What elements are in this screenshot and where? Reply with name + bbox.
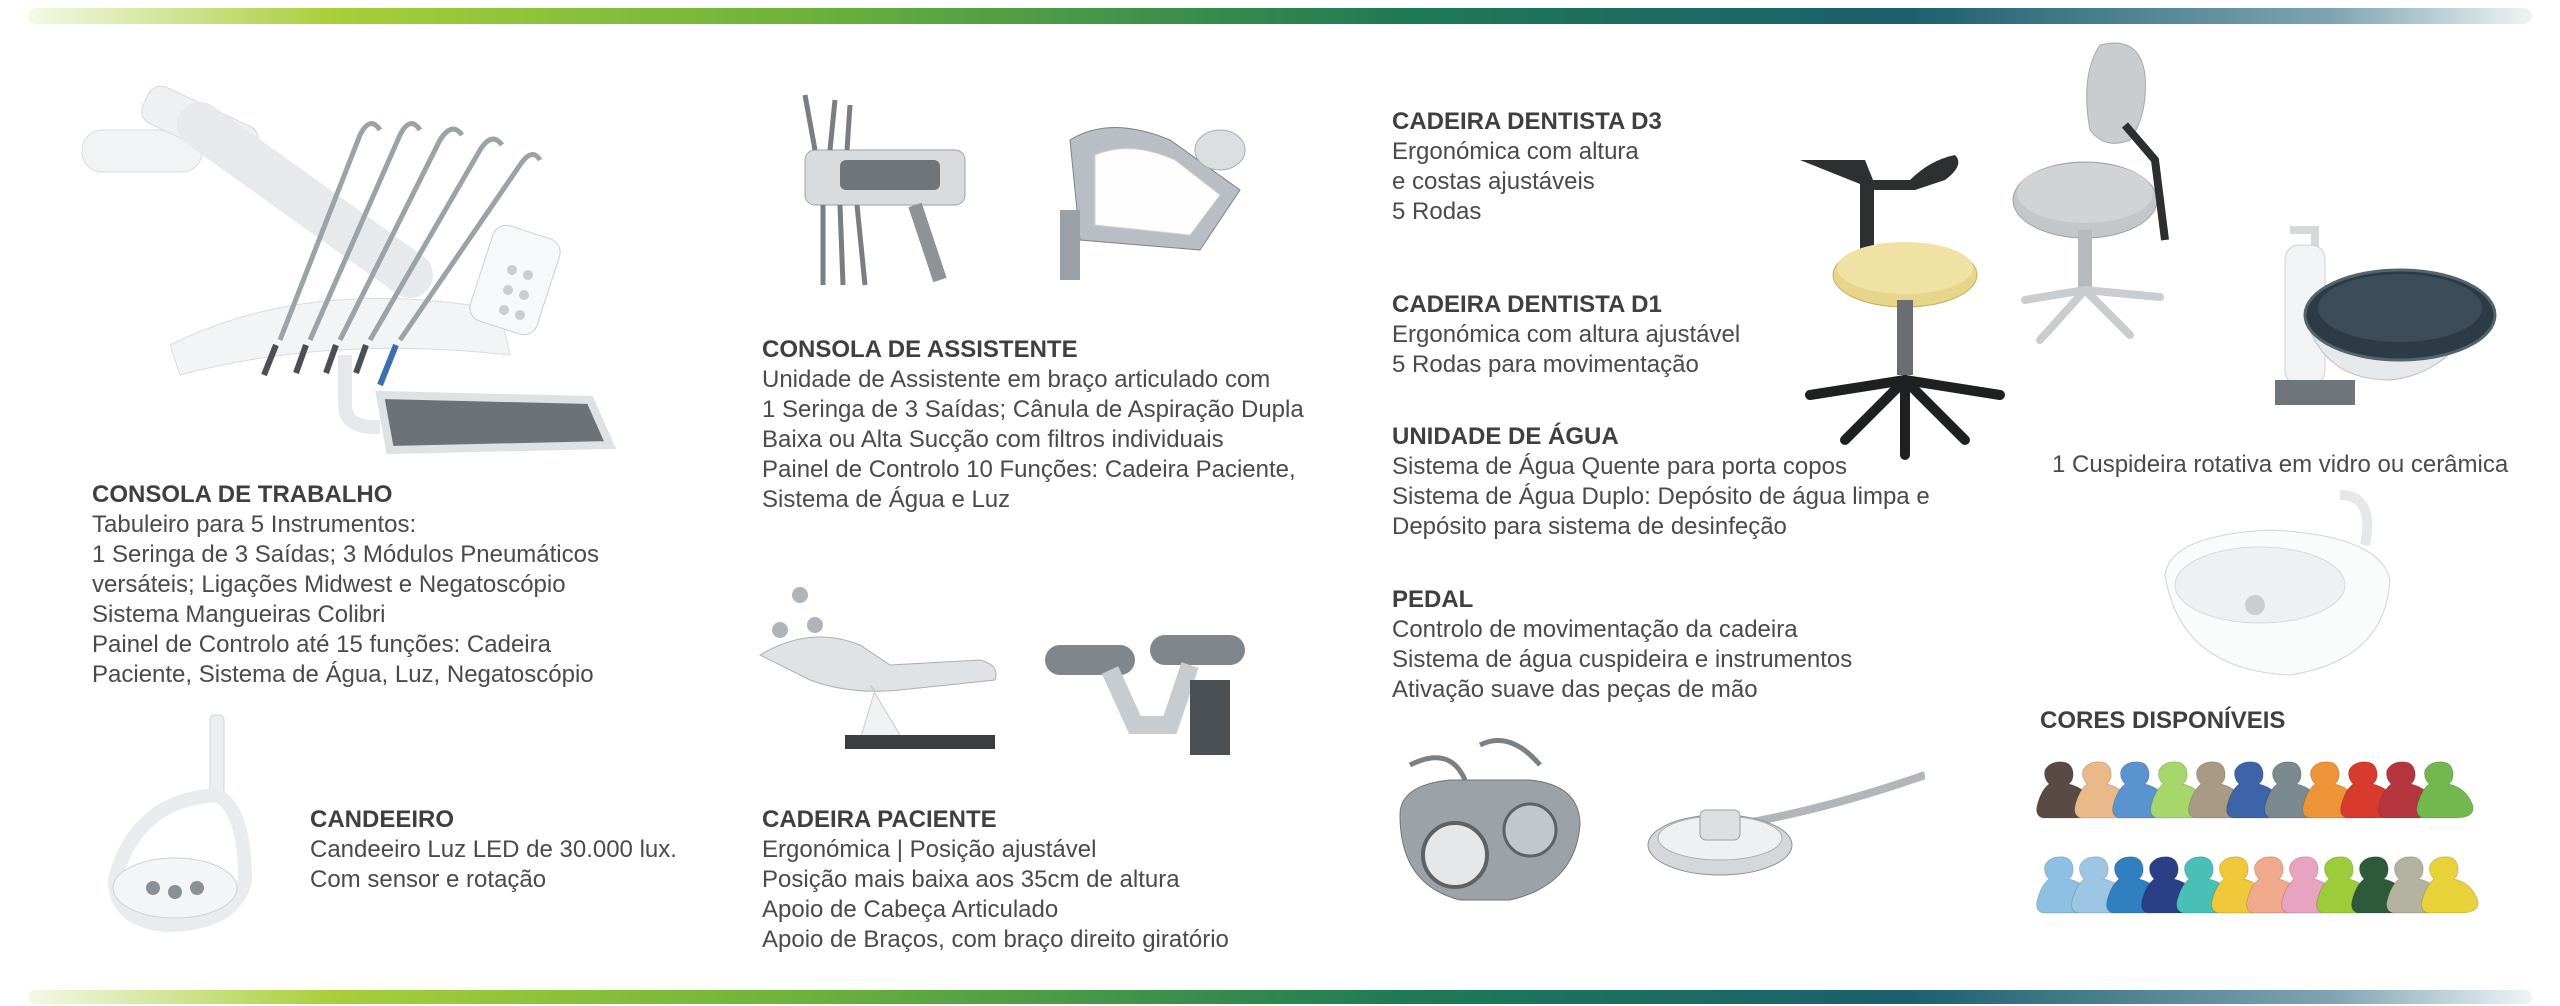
patient-chair-line: Apoio de Cabeça Articulado [762, 896, 1059, 923]
color-swatch [2420, 855, 2482, 915]
pedal-line: Ativação suave das peças de mão [1392, 676, 1758, 703]
water-unit-line: Depósito para sistema de desinfeção [1392, 513, 1787, 540]
pedal-line: Controlo de movimentação da cadeira [1392, 616, 1798, 643]
bottom-gradient-bar [28, 990, 2532, 1004]
armrest-image [1040, 625, 1250, 760]
dentist-chair-d1-block [1392, 290, 1740, 380]
dental-lamp-image [95, 710, 265, 950]
colors-block [2040, 706, 2285, 736]
assistant-console-block [762, 335, 1304, 515]
dentist-chair-d3-image [1795, 150, 2010, 470]
patient-chair-block [762, 805, 1229, 955]
spittoon-caption: 1 Cuspideira rotativa em vidro ou cerâmica [2052, 451, 2509, 478]
work-console-line: versáteis; Ligações Midwest e Negatoscópio [92, 571, 566, 598]
assistant-console-line: 1 Seringa de 3 Saídas; Cânula de Aspiração Dupla [762, 396, 1304, 423]
dentist-chair-d3-title: CADEIRA DENTISTA D3 [1392, 108, 1662, 135]
lamp-block [310, 805, 677, 895]
dentist-chair-d3-line: Ergonómica com altura [1392, 138, 1639, 165]
dentist-chair-d1-line: 5 Rodas para movimentação [1392, 351, 1699, 378]
water-unit-line: Sistema de Água Quente para porta copos [1392, 453, 1847, 480]
dentist-chair-d1-image [2010, 35, 2180, 365]
work-console-line: Painel de Controlo até 15 funções: Cadeira [92, 631, 551, 658]
work-console-image [80, 55, 620, 455]
water-unit-title: UNIDADE DE ÁGUA [1392, 423, 1619, 450]
work-console-line: Sistema Mangueiras Colibri [92, 601, 386, 628]
work-console-line: Tabuleiro para 5 Instrumentos: [92, 511, 417, 538]
pedal-title: PEDAL [1392, 586, 1474, 613]
top-gradient-bar [28, 8, 2532, 24]
dentist-chair-d1-title: CADEIRA DENTISTA D1 [1392, 291, 1662, 318]
patient-chair-line: Posição mais baixa aos 35cm de altura [762, 866, 1180, 893]
water-unit-line: Sistema de Água Duplo: Depósito de água limpa e [1392, 483, 1930, 510]
patient-chair-line: Ergonómica | Posição ajustável [762, 836, 1097, 863]
patient-chair-image [750, 585, 1010, 760]
patient-chair-line: Apoio de Braços, com braço direito giratório [762, 926, 1229, 953]
lamp-line: Candeeiro Luz LED de 30.000 lux. [310, 836, 677, 863]
assistant-console-image [795, 90, 975, 290]
color-swatch [2415, 760, 2477, 820]
lamp-line: Com sensor e rotação [310, 866, 547, 893]
foot-pedal-image [1390, 735, 1590, 915]
patient-chair-title: CADEIRA PACIENTE [762, 806, 997, 833]
pedal-block [1392, 585, 1852, 705]
lamp-title: CANDEEIRO [310, 806, 455, 833]
spittoon-caption-block [2052, 450, 2508, 480]
assistant-console-line: Sistema de Água e Luz [762, 486, 1011, 513]
foot-control-image [1645, 770, 1925, 890]
dentist-chair-d3-block [1392, 107, 1662, 227]
work-console-title: CONSOLA DE TRABALHO [92, 481, 393, 508]
rotating-spittoon-image [2270, 220, 2500, 420]
dentist-chair-d1-line: Ergonómica com altura ajustável [1392, 321, 1741, 348]
assistant-console-line: Painel de Controlo 10 Funções: Cadeira Paciente, [762, 456, 1296, 483]
dentist-chair-d3-line: 5 Rodas [1392, 198, 1482, 225]
work-console-block [92, 480, 599, 690]
assistant-console-line: Baixa ou Alta Sucção com filtros individuais [762, 426, 1224, 453]
work-console-line: 1 Seringa de 3 Saídas; 3 Módulos Pneumáticos [92, 541, 599, 568]
assistant-console-line: Unidade de Assistente em braço articulado com [762, 366, 1271, 393]
work-console-line: Paciente, Sistema de Água, Luz, Negatoscópio [92, 661, 594, 688]
pedal-line: Sistema de água cuspideira e instrumentos [1392, 646, 1853, 673]
ceramic-spittoon-image [2160, 485, 2400, 685]
assistant-console-title: CONSOLA DE ASSISTENTE [762, 336, 1078, 363]
assistant-tray-image [1050, 110, 1250, 280]
dentist-chair-d3-line: e costas ajustáveis [1392, 168, 1595, 195]
colors-title: CORES DISPONÍVEIS [2040, 707, 2286, 734]
